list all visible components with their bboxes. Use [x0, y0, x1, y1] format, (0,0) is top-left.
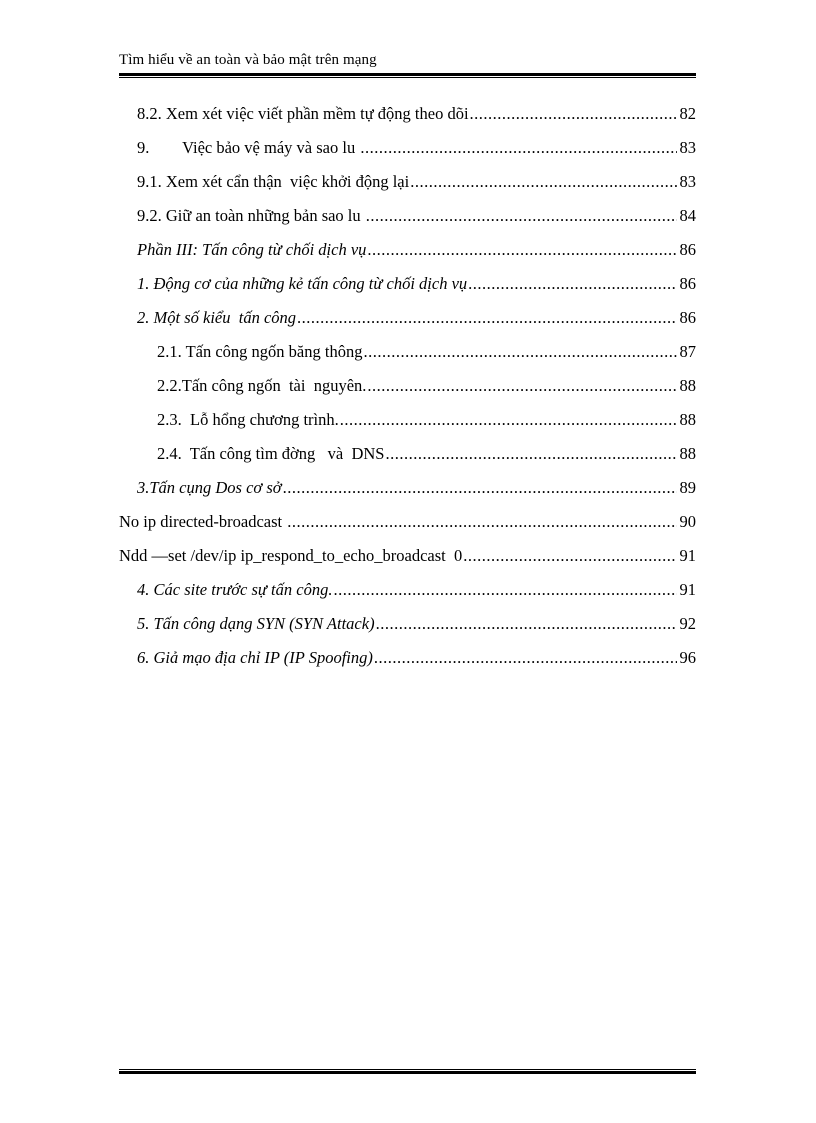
toc-entry-label: Phần III: Tấn công từ chối dịch vụ [137, 240, 367, 259]
toc-entry-label: 2.3. Lỗ hổng chương trình. [157, 410, 339, 429]
toc-entry[interactable] [119, 272, 696, 306]
toc-entry[interactable] [119, 136, 696, 170]
dot-leader [287, 510, 677, 534]
dot-leader [297, 306, 677, 330]
dot-leader [374, 646, 677, 670]
dot-leader [410, 170, 677, 194]
table-of-contents [119, 102, 696, 680]
dot-leader [360, 136, 677, 160]
toc-entry[interactable] [119, 170, 696, 204]
toc-entry-page-number: 83 [679, 138, 696, 157]
toc-entry-page-number: 83 [679, 172, 696, 191]
toc-entry-page-number: 91 [679, 580, 696, 599]
dot-leader [376, 612, 677, 636]
toc-entry-page-number: 86 [679, 274, 696, 293]
running-header-title: Tìm hiểu về an toàn và bảo mật trên mạng [119, 52, 377, 68]
toc-entry-page-number: 88 [679, 410, 696, 429]
footer-rule-thin [119, 1069, 696, 1070]
toc-entry-page-number: 92 [679, 614, 696, 633]
toc-entry-page-number: 86 [679, 308, 696, 327]
toc-entry[interactable] [119, 204, 696, 238]
toc-entry-label: 3.Tấn cụng Dos cơ sở [137, 478, 282, 497]
footer-rule-thick [119, 1071, 696, 1074]
toc-entry-label: No ip directed-broadcast [119, 512, 287, 531]
header-rule-thin [119, 77, 696, 78]
toc-entry-page-number: 86 [679, 240, 696, 259]
toc-entry-page-number: 88 [679, 376, 696, 395]
toc-entry[interactable] [119, 476, 696, 510]
toc-entry[interactable] [119, 306, 696, 340]
toc-entry-label: 6. Giả mạo địa chỉ IP (IP Spoofing) [137, 648, 373, 667]
toc-entry-page-number: 88 [679, 444, 696, 463]
dot-leader [470, 102, 677, 126]
toc-entry-label: 2. Một số kiểu tấn công [137, 308, 297, 327]
toc-entry[interactable] [119, 238, 696, 272]
toc-entry[interactable] [119, 510, 696, 544]
toc-entry-label: 2.1. Tấn công ngốn băng thông [157, 342, 363, 361]
dot-leader [363, 340, 677, 364]
toc-entry-page-number: 90 [679, 512, 696, 531]
dot-leader [386, 442, 678, 466]
toc-entry-page-number: 82 [679, 104, 696, 123]
toc-entry-label: 5. Tấn công dạng SYN (SYN Attack) [137, 614, 375, 633]
toc-entry-label: 1. Động cơ của những kẻ tấn công từ chối dịch vụ [137, 274, 468, 293]
toc-entry-label: Ndd —set /dev/ip ip_respond_to_echo_broadcast 0 [119, 546, 463, 565]
toc-entry[interactable] [119, 340, 696, 374]
toc-entry-page-number: 87 [679, 342, 696, 361]
toc-entry[interactable] [119, 374, 696, 408]
toc-entry-page-number: 96 [679, 648, 696, 667]
dot-leader [333, 578, 677, 602]
toc-entry[interactable] [119, 544, 696, 578]
toc-entry[interactable] [119, 646, 696, 680]
toc-entry-page-number: 91 [679, 546, 696, 565]
toc-entry-page-number: 84 [679, 206, 696, 225]
toc-entry-label: 9. Việc bảo vệ máy và sao lu [137, 138, 360, 157]
toc-entry-label: 2.4. Tấn công tìm đờng và DNS [157, 444, 385, 463]
header-rule-thick [119, 73, 696, 76]
toc-entry[interactable] [119, 612, 696, 646]
toc-entry-label: 9.2. Giữ an toàn những bản sao lu [137, 206, 365, 225]
toc-entry-label: 4. Các site trước sự tấn công. [137, 580, 333, 599]
dot-leader [468, 272, 677, 296]
toc-entry[interactable] [119, 442, 696, 476]
toc-entry-page-number: 89 [679, 478, 696, 497]
dot-leader [367, 238, 677, 262]
dot-leader [366, 204, 677, 228]
dot-leader [340, 408, 677, 432]
toc-entry[interactable] [119, 408, 696, 442]
toc-entry-label: 8.2. Xem xét việc viết phần mềm tự động theo dõi [137, 104, 469, 123]
dot-leader [463, 544, 677, 568]
dot-leader [367, 374, 677, 398]
toc-entry[interactable] [119, 102, 696, 136]
dot-leader [283, 476, 677, 500]
toc-entry[interactable] [119, 578, 696, 612]
toc-entry-label: 2.2.Tấn công ngốn tài nguyên. [157, 376, 367, 395]
toc-entry-label: 9.1. Xem xét cẩn thận việc khởi động lại [137, 172, 410, 191]
